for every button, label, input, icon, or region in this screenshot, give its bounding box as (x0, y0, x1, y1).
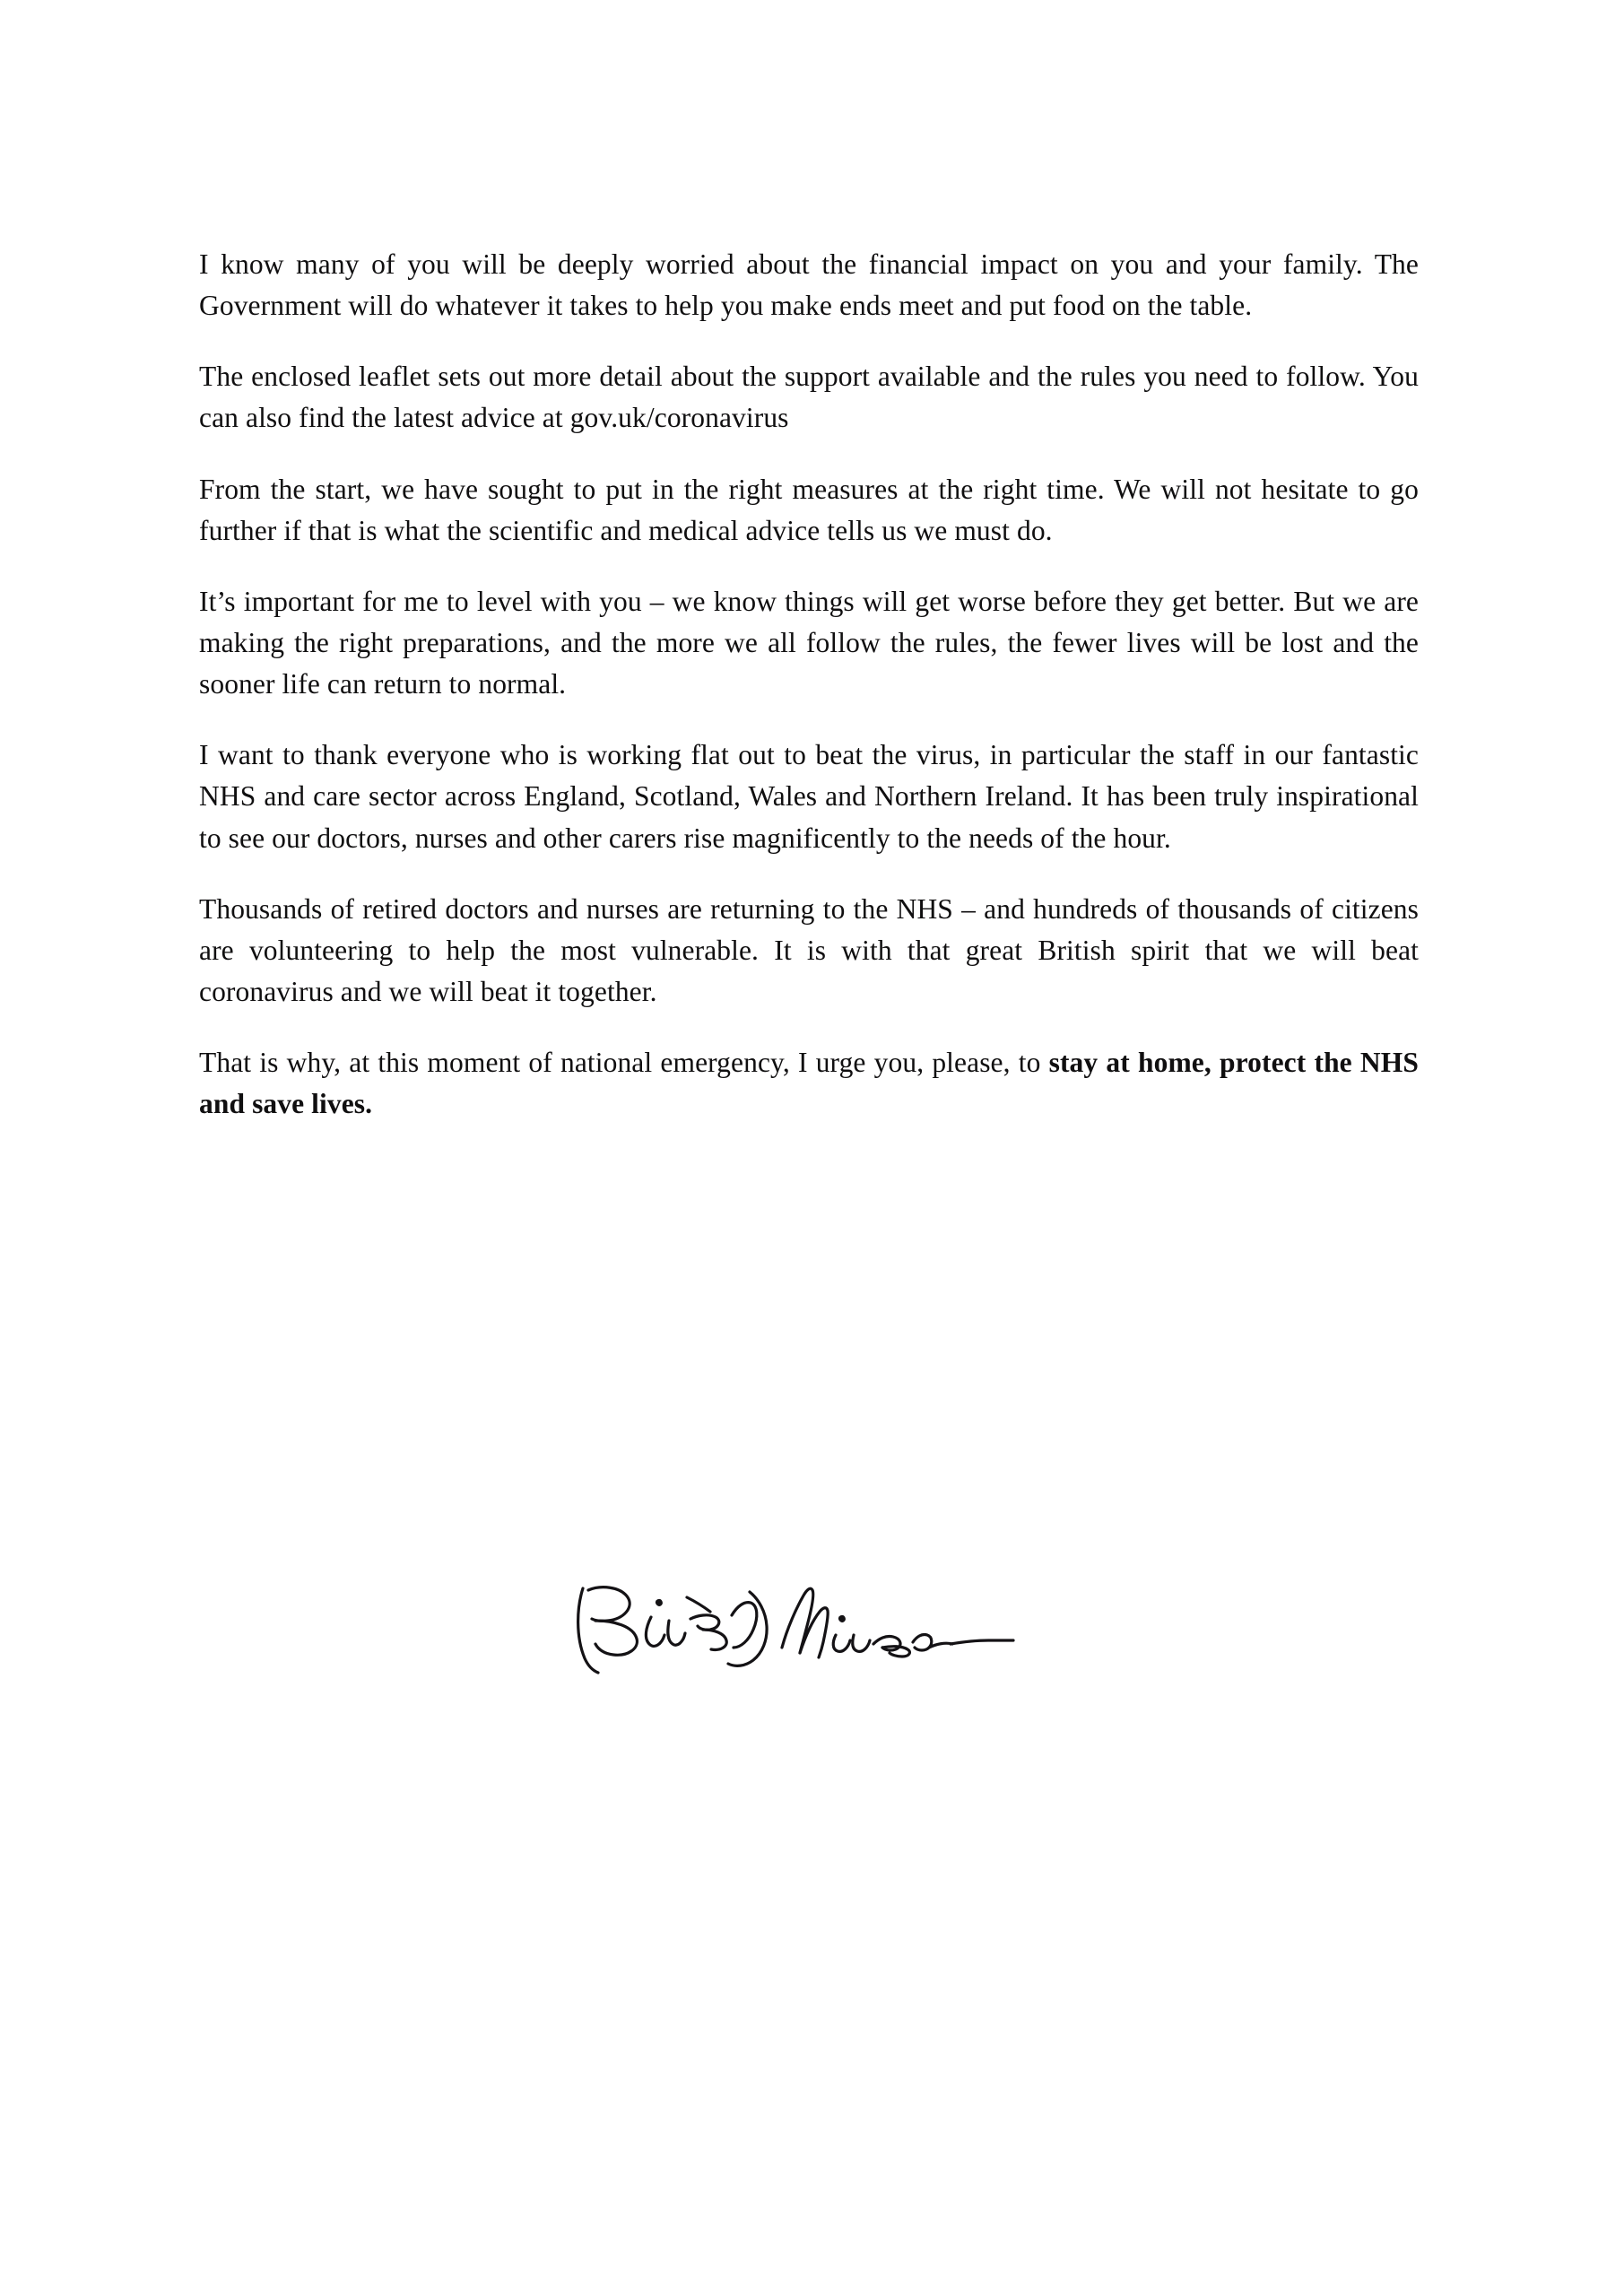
closing-bold-text: stay at home, protect the NHS and save lives. (199, 1047, 1419, 1120)
closing-paragraph (199, 1042, 1419, 1125)
closing-lead-text: That is why, at this moment of national emergency, I urge you, please, to (199, 1047, 1049, 1079)
paragraph-1: I know many of you will be deeply worried about the financial impact on you and your family. The Government will do whatever it takes to help you make ends meet and put food on the table. (199, 248, 1419, 322)
paragraph-3: From the start, we have sought to put in the right measures at the right time. We will not hesitate to go further if that is what the scientific and medical advice tells us we must do. (199, 473, 1419, 546)
paragraph-2: The enclosed leaflet sets out more detail about the support available and the rules you need to follow. You can also find the latest advice at gov.uk/coronavirus (199, 361, 1419, 434)
signature-image (574, 1565, 1040, 1700)
paragraph-5: I want to thank everyone who is working flat out to beat the virus, in particular the staff in our fantastic NHS and care sector across England, Scotland, Wales and Northern Ireland. It has been truly inspirational to see our doctors, nurses and other carers rise magnificently to the needs of the hour. (199, 739, 1419, 854)
paragraph-4: It’s important for me to level with you – we know things will get worse before they get better. But we are making the right preparations, and the more we all follow the rules, the fewer lives will be lost and the sooner life can return to normal. (199, 585, 1419, 700)
letter-body (199, 244, 1419, 1125)
paragraph-6: Thousands of retired doctors and nurses are returning to the NHS – and hundreds of thousands of citizens are volunteering to help the most vulnerable. It is with that great British spirit that we will beat coronavirus and we will beat it together. (199, 892, 1419, 1007)
